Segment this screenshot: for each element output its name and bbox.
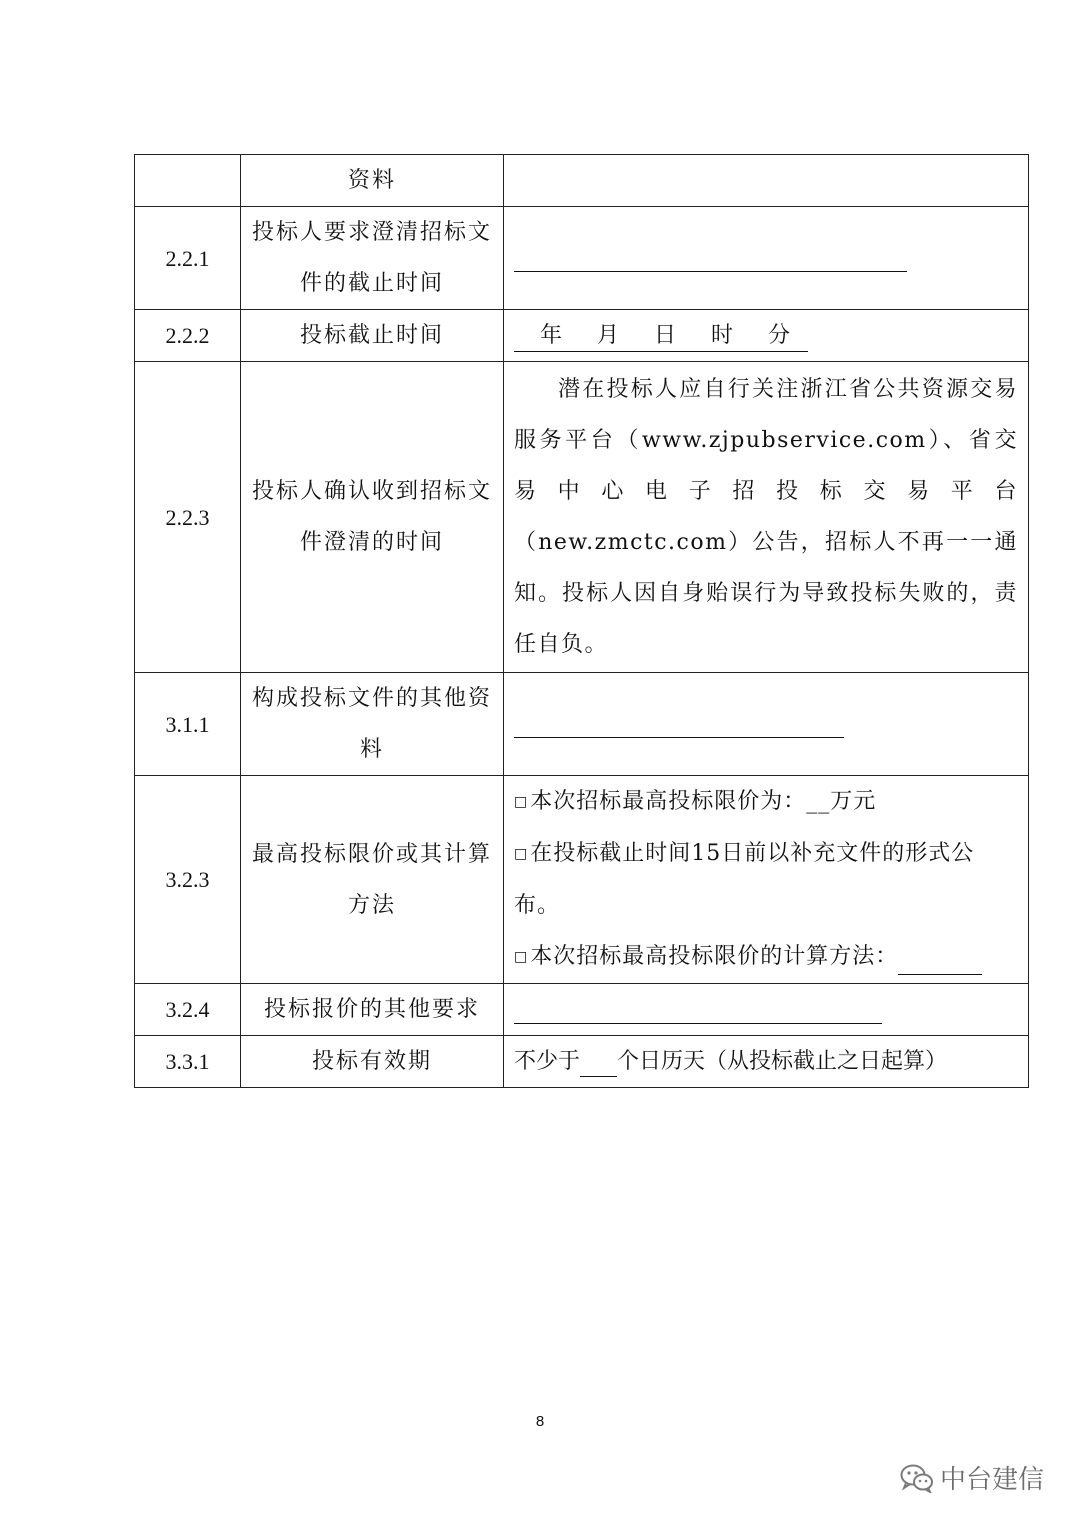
clause-content	[504, 673, 1029, 776]
clause-name: 投标有效期	[241, 1036, 504, 1088]
blank-line	[898, 973, 982, 975]
blank-line	[580, 1075, 617, 1077]
clause-number: 2.2.1	[135, 207, 241, 310]
clause-name: 最高投标限价或其计算方法	[241, 776, 504, 984]
clause-content	[504, 310, 1029, 362]
blank-line	[514, 245, 907, 272]
blank-line	[514, 997, 882, 1024]
table-row	[135, 155, 1029, 207]
clause-number: 3.2.4	[135, 984, 241, 1036]
price-option-1: □本次招标最高投标限价为：__万元	[514, 789, 877, 814]
watermark	[900, 1459, 1044, 1496]
deadline-time-field: 年 月 日 时 分	[514, 321, 808, 352]
checkbox-icon: □	[514, 949, 529, 965]
blank-line	[514, 711, 844, 738]
watermark-text: 中台建信	[939, 1465, 1044, 1495]
clause-number: 3.1.1	[135, 673, 241, 776]
table-row	[135, 984, 1029, 1036]
clause-content	[504, 207, 1029, 310]
page-number: 8	[535, 1413, 545, 1430]
clause-name: 资料	[241, 155, 504, 207]
clause-content	[504, 155, 1029, 207]
clause-number: 3.2.3	[135, 776, 241, 984]
checkbox-icon: □	[514, 794, 529, 810]
table-row	[135, 1036, 1029, 1088]
clause-number: 2.2.3	[135, 362, 241, 673]
clause-name: 投标截止时间	[241, 310, 504, 362]
bidding-clauses-table	[134, 154, 1029, 1088]
price-option-2: □在投标截止时间15日前以补充文件的形式公布。	[514, 841, 975, 918]
checkbox-icon: □	[514, 846, 529, 862]
clause-number: 3.3.1	[135, 1036, 241, 1088]
table-row	[135, 207, 1029, 310]
clarification-notice: 潜在投标人应自行关注浙江省公共资源交易服务平台（www.zjpubservice.com）、省交易中心电子招投标交易平台（new.zmctc.com）公告，招标人不再一一通知。投标人因自身贻误行为导致投标失败的，责任自负。	[514, 377, 1018, 657]
clause-name: 投标人要求澄清招标文件的截止时间	[241, 207, 504, 310]
clause-content	[504, 776, 1029, 984]
table-row	[135, 310, 1029, 362]
price-option-3: □本次招标最高投标限价的计算方法：	[514, 931, 1018, 983]
clause-number: 2.2.2	[135, 310, 241, 362]
clause-content	[504, 984, 1029, 1036]
table-row	[135, 362, 1029, 673]
clause-number	[135, 155, 241, 207]
clause-content	[504, 362, 1029, 673]
wechat-icon	[900, 1463, 934, 1493]
table-row	[135, 776, 1029, 984]
table-row	[135, 673, 1029, 776]
clause-content: 不少于 个日历天（从投标截止之日起算）	[504, 1036, 1029, 1088]
clause-name: 构成投标文件的其他资料	[241, 673, 504, 776]
clause-name: 投标人确认收到招标文件澄清的时间	[241, 362, 504, 673]
clause-name: 投标报价的其他要求	[241, 984, 504, 1036]
